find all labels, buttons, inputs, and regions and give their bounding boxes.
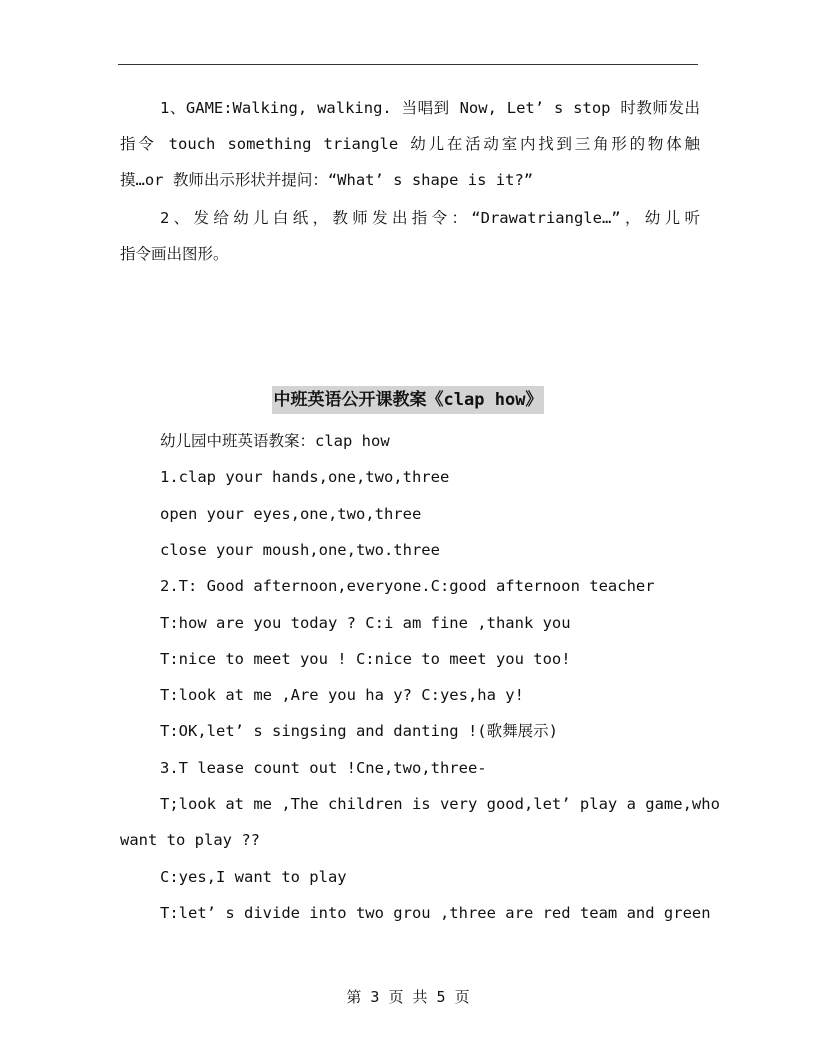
lesson-line-c: C:yes,I want to play bbox=[160, 868, 347, 886]
lesson-line: T:OK,let’ s singsing and danting !(歌舞展示) bbox=[160, 722, 558, 740]
intro-paragraph-1-line-1: 1、GAME:Walking, walking. 当唱到 Now, Let’ s stop 时教师发出 bbox=[160, 99, 700, 117]
lesson-line: close your moush,one,two.three bbox=[160, 541, 440, 559]
intro-paragraph-2-line-1: 2、发给幼儿白纸，教师发出指令：“Drawatriangle…”，幼儿听 bbox=[160, 209, 700, 227]
intro-paragraph-2-line-2: 指令画出图形。 bbox=[120, 245, 229, 263]
header-rule bbox=[118, 64, 698, 65]
section-heading-container bbox=[0, 386, 816, 414]
lesson-line: T:how are you today ? C:i am fine ,thank you bbox=[160, 614, 571, 632]
lesson-wrapped-line-1: T;look at me ,The children is very good,let’ play a game,who bbox=[160, 795, 720, 813]
lesson-line: 3.T lease count out !Cne,two,three- bbox=[160, 759, 487, 777]
lesson-line: 幼儿园中班英语教案：clap how bbox=[160, 432, 390, 450]
intro-paragraph-1-line-2: 指令 touch something triangle 幼儿在活动室内找到三角形的物体触 bbox=[120, 135, 700, 153]
intro-paragraph-1-line-3: 摸…or 教师出示形状并提问：“What’ s shape is it?” bbox=[120, 171, 534, 189]
lesson-line: open your eyes,one,two,three bbox=[160, 505, 422, 523]
lesson-line: T:look at me ,Are you ha y? C:yes,ha y! bbox=[160, 686, 524, 704]
section-heading: 中班英语公开课教案《clap how》 bbox=[272, 386, 545, 414]
lesson-wrapped-line-3: T:let’ s divide into two grou ,three are red team and green bbox=[160, 904, 711, 922]
lesson-line: 1.clap your hands,one,two,three bbox=[160, 468, 450, 486]
lesson-wrapped-line-2: want to play ?? bbox=[120, 831, 260, 849]
lesson-line: 2.T: Good afternoon,everyone.C:good afternoon teacher bbox=[160, 577, 655, 595]
lesson-line: T:nice to meet you ! C:nice to meet you too! bbox=[160, 650, 571, 668]
page-number-footer: 第 3 页 共 5 页 bbox=[346, 988, 470, 1006]
